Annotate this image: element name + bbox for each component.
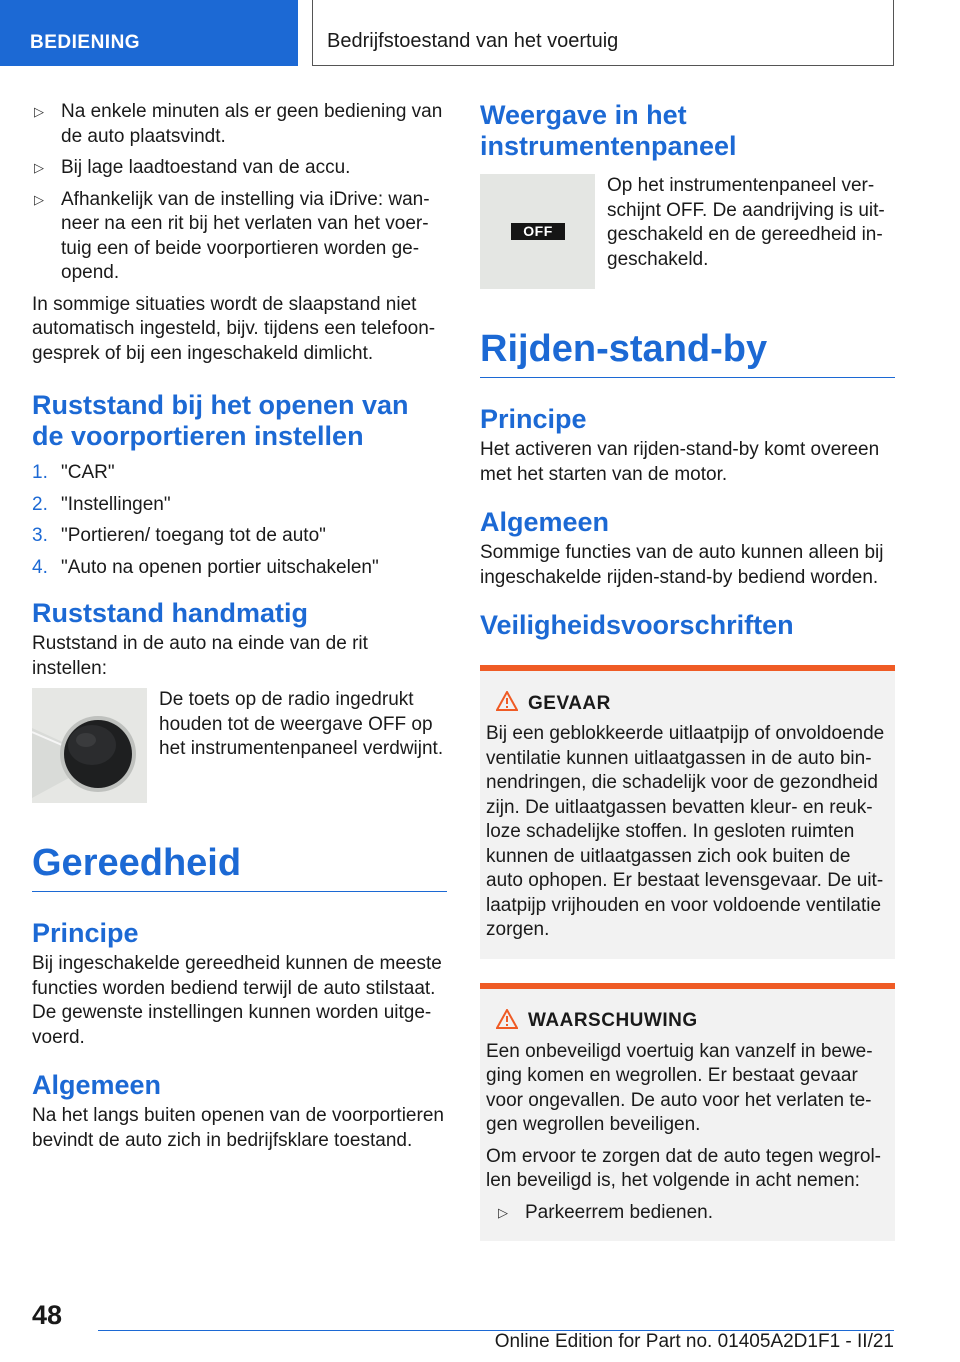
ruststand-heading: Ruststand bij het openen van de voorportieren instellen [32, 390, 409, 451]
page-number: 48 [32, 1300, 63, 1330]
algemeen-paragraph: Sommige functies van de auto kunnen alleen bij ingeschakelde rijden-stand-by bediend worden. [480, 542, 884, 588]
off-display-figure [480, 174, 895, 289]
principe-paragraph: Het activeren van rijden-stand-by komt overeen met het starten van de motor. [480, 439, 880, 485]
section-tab: BEDIENING [0, 0, 298, 66]
danger-box [480, 665, 895, 959]
warning-text-2: Om ervoor te zorgen dat de auto tegen wegrol-len beveiligd is, het volgende in acht nemen: [486, 1145, 882, 1191]
warning-header [486, 1009, 887, 1034]
danger-text: Bij een geblokkeerde uitlaatpijp of onvoldoende ventilatie kunnen uitlaatgassen in de auto bin-nendringen, die schadelijk voor de gezondheid zijn. De uitlaatgassen bevatten kleur- en reuk-loze schadelijke stoffen. In gesloten ruimten kunnen de uitlaatgassen zich ook buiten de auto ophopen. Er bestaat levensgevaar. De uit-laatpijp vrijhouden en voor voldoende ventilatie zorgen. [486, 723, 885, 940]
intro-paragraph: In sommige situaties wordt de slaapstand niet automatisch ingesteld, bijv. tijdens een telefoon-gesprek of bij een ingeschakeld dimlicht. [32, 293, 436, 364]
chapter-title: Bedrijfstoestand van het voertuig [312, 0, 894, 66]
knob-description: De toets op de radio ingedrukt houden tot de weergave OFF op het instrumentenpaneel verdwijnt. [159, 689, 444, 759]
radio-knob-image [32, 688, 147, 803]
list-item: 1. "CAR" [32, 462, 115, 483]
steps-list [32, 461, 447, 580]
principe-heading: Principe [32, 918, 139, 948]
gereedheid-heading: Gereedheid [32, 841, 447, 892]
off-indicator: OFF [511, 223, 565, 240]
algemeen-heading: Algemeen [32, 1070, 162, 1100]
danger-header [486, 691, 887, 716]
list-item: 3. "Portieren/ toegang tot de auto" [32, 525, 326, 546]
triangle-bullet-icon: ▷ [34, 104, 44, 119]
algemeen-heading: Algemeen [480, 507, 610, 537]
handmatig-heading: Ruststand handmatig [32, 598, 309, 628]
warning-list [486, 1201, 887, 1226]
principe-paragraph: Bij ingeschakelde gereedheid kunnen de meeste functies worden bediend terwijl de auto stilstaat. De gewenste instellingen kunnen worden uitge-voerd. [32, 953, 442, 1048]
standby-heading: Rijden-stand-by [480, 327, 895, 378]
list-item: ▷ Parkeerrem bedienen. [496, 1201, 887, 1226]
edition-footer: Online Edition for Part no. 01405A2D1F1 - II/21 [494, 1331, 894, 1352]
warning-title: WAARSCHUWING [528, 1010, 698, 1031]
right-column [480, 100, 895, 1241]
knob-figure [32, 688, 447, 803]
list-item: ▷ Na enkele minuten als er geen bediening van de auto plaatsvindt. [34, 101, 443, 147]
weergave-paragraph: Op het instrumentenpaneel ver-schijnt OFF. De aandrijving is uit-geschakeld en de gereedheid in-geschakeld. [607, 175, 885, 270]
condition-list [32, 100, 447, 286]
list-item: ▷ Afhankelijk van de instelling via iDrive: wan-neer na een rit bij het verlaten van het voer-tuig een of beide voorportieren worden ge-opend. [34, 188, 430, 283]
warning-text: Een onbeveiligd voertuig kan vanzelf in bewe-ging komen en wegrollen. Er bestaat gevaar voor ongevallen. De auto voor het verlaten te-gen wegrollen beveiligen. [486, 1040, 873, 1135]
off-display-image [480, 174, 595, 289]
list-item: 4. "Auto na openen portier uitschakelen" [32, 556, 379, 578]
handmatig-paragraph: Ruststand in de auto na einde van de rit instellen: [32, 633, 368, 679]
triangle-bullet-icon: ▷ [34, 191, 44, 207]
warning-box [480, 983, 895, 1242]
principe-heading: Principe [480, 404, 587, 434]
weergave-heading: Weergave in het instrumentenpaneel [480, 100, 737, 161]
warning-triangle-icon [496, 691, 518, 716]
list-item: 2. "Instellingen" [32, 493, 171, 515]
danger-title: GEVAAR [528, 692, 611, 714]
triangle-bullet-icon: ▷ [498, 1204, 508, 1220]
triangle-bullet-icon: ▷ [34, 160, 44, 175]
list-item: ▷ Bij lage laadtoestand van de accu. [32, 156, 447, 181]
page-header [0, 0, 960, 66]
veiligheid-heading: Veiligheidsvoorschriften [480, 610, 794, 640]
algemeen-paragraph: Na het langs buiten openen van de voorportieren bevindt de auto zich in bedrijfsklare toestand. [32, 1105, 444, 1151]
warning-triangle-icon [496, 1009, 518, 1034]
left-column [32, 100, 447, 1153]
